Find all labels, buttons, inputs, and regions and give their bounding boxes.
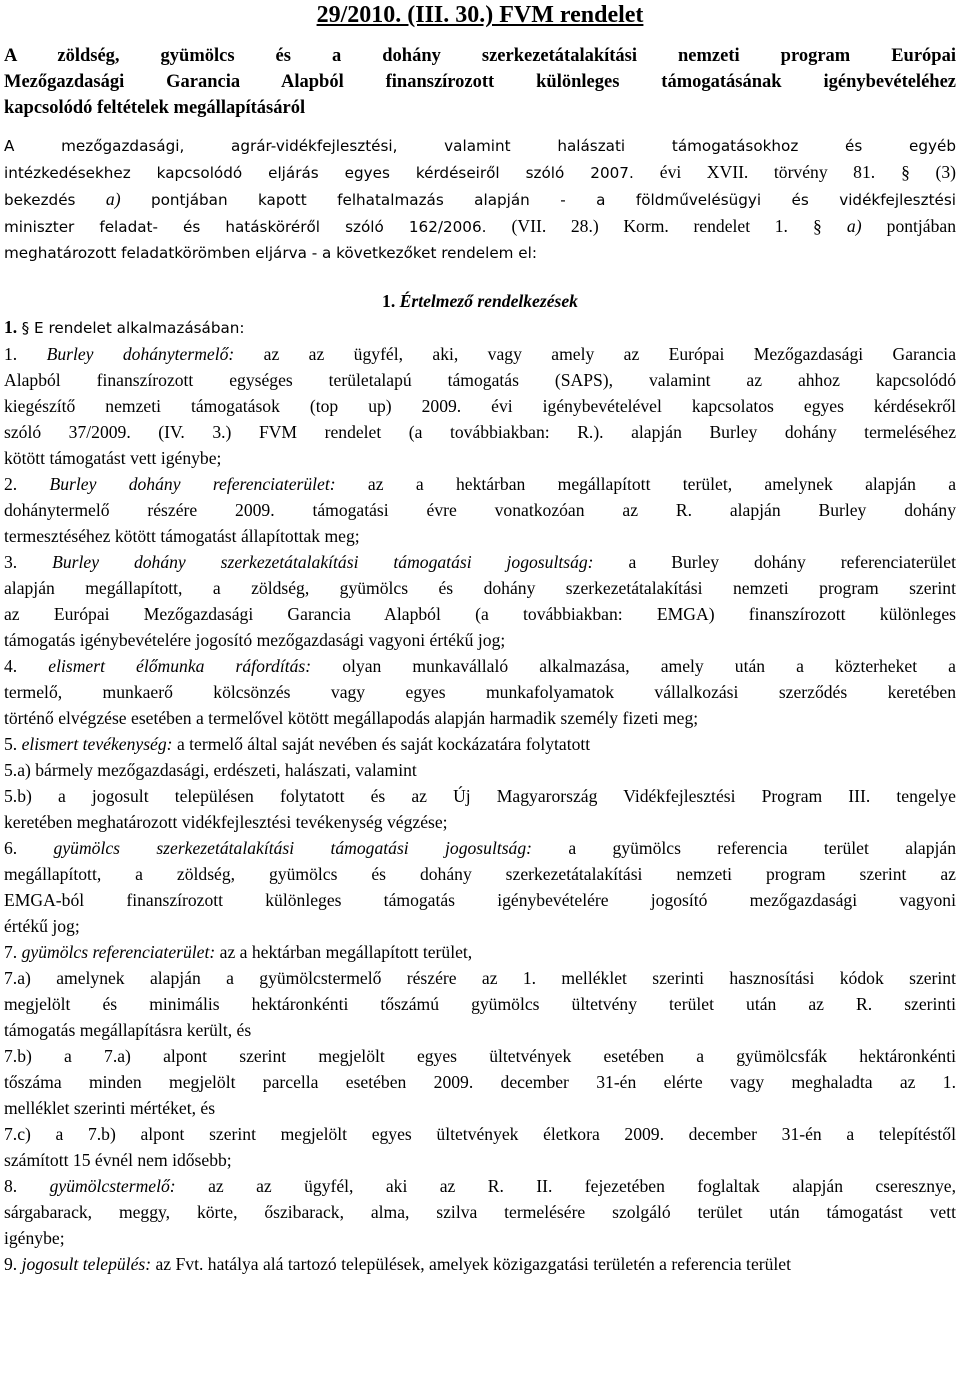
definition-number: 1. [4,344,47,364]
document-title: 29/2010. (III. 30.) FVM rendelet [316,2,644,28]
section-name: Értelmező rendelkezések [399,291,578,311]
preamble-text: bekezdés [4,191,76,209]
definition-line [4,341,956,367]
definitions-list [4,341,956,1277]
section-number: 1. [382,291,396,311]
definition-text: igénybe; [4,1228,65,1248]
preamble-text: pontjában kapott felhatalmazás alapján - a földművelésügyi és vidékfejlesztési [150,191,956,209]
definition-item [4,653,956,731]
preamble-line [4,213,956,240]
definition-line [4,393,956,419]
definition-item [4,731,956,757]
definition-text: Alapból finanszírozott egységes területalapú támogatás (SAPS), valamint az ahhoz kapcsolódó [4,370,956,390]
preamble-line [4,186,956,213]
definition-line [4,1147,956,1173]
definition-text: számított 15 évnél nem idősebb; [4,1150,232,1170]
definition-term: Burley dohánytermelő: [46,344,235,364]
definition-item [4,341,956,471]
definition-line [4,653,956,679]
definition-line [4,575,956,601]
definition-text: tőszáma minden megjelölt parcella esetében 2009. december 31-én elérte vagy meghaladta az 1. [4,1072,956,1092]
definition-term: gyümölcs szerkezetátalakítási támogatási jogosultság: [53,838,533,858]
definition-line [4,913,956,939]
definition-text: szóló 37/2009. (IV. 3.) FVM rendelet (a továbbiakban: R.). alapján Burley dohány termeléséhez [4,422,956,442]
preamble-text: miniszter feladat- és hatásköréről szóló 162/2006. [4,218,487,236]
definition-term: elismert élőmunka ráfordítás: [48,656,312,676]
definition-item [4,783,956,835]
definition-term: gyümölcs referenciaterület: [21,942,216,962]
definition-text: EMGA-ból finanszírozott különleges támogatás igénybevételére jogosító mezőgazdasági vagyoni [4,890,956,910]
definition-line [4,1251,956,1277]
definition-line [4,601,956,627]
definition-term: jogosult település: [21,1254,152,1274]
definition-line [4,1095,956,1121]
definition-line [4,1017,956,1043]
definition-text: kiegészítő nemzeti támogatások (top up) 2009. évi igénybevételével kapcsolatos egyes kérdésekről [4,396,956,416]
definition-text: értékű jog; [4,916,80,936]
definition-item [4,471,956,549]
preamble-text: § (3) [901,162,957,182]
heading-line: Mezőgazdasági Garancia Alapból finanszírozott különleges támogatásának igénybevételéhez [4,72,956,92]
definition-line [4,939,956,965]
definition-line [4,627,956,653]
definition-line [4,1069,956,1095]
definition-line [4,731,956,757]
definition-text: termesztéséhez kötött támogatást állapítottak meg; [4,526,360,546]
definition-item [4,1173,956,1251]
definition-text: 7.a) amelynek alapján a gyümölcstermelő részére az 1. melléklet szerinti hasznosítási kódok szerint [4,968,956,988]
definition-text: megállapított, a zöldség, gyümölcs és dohány szerkezetátalakítási nemzeti program szerint az [4,864,956,884]
definition-number: 2. [4,474,50,494]
preamble-line: meghatározott feladatkörömben eljárva - a következőket rendelem el: [4,244,537,262]
definition-text: sárgabarack, meggy, körte, őszibarack, alma, szilva termelésére szolgáló terület után támogatást vett [4,1202,956,1222]
definition-term: gyümölcstermelő: [49,1176,176,1196]
definition-text: a gyümölcs referencia terület alapján [568,838,956,858]
preamble-line: A mezőgazdasági, agrár-vidékfejlesztési, valamint halászati támogatásokhoz és egyéb [4,137,956,155]
definition-text: az a hektárban megállapított terület, amelynek alapján a [367,474,957,494]
preamble-text: § [813,216,822,236]
definition-line [4,1225,956,1251]
definition-line [4,445,956,471]
heading-line: A zöldség, gyümölcs és a dohány szerkezetátalakítási nemzeti program Európai [4,46,956,66]
definition-line [4,835,956,861]
preamble-text: a) [105,189,121,209]
definition-term: Burley dohány szerkezetátalakítási támogatási jogosultság: [52,552,594,572]
definition-item [4,1043,956,1121]
definition-text: a termelő által saját nevében és saját kockázatára folytatott [176,734,591,754]
definition-text: az Fvt. hatálya alá tartozó települések, amelyek közigazgatási területén a referencia terület [155,1254,791,1274]
definition-number: 7. [4,942,22,962]
definition-number: 8. [4,1176,50,1196]
definition-line [4,679,956,705]
heading-line: kapcsolódó feltételek megállapításáról [4,98,306,118]
definition-number: 5. [4,734,22,754]
definition-number: 6. [4,838,54,858]
definition-number: 4. [4,656,49,676]
preamble-text: (VII. 28.) Korm. rendelet 1. [511,216,788,236]
definition-line [4,965,956,991]
definition-number: 9. [4,1254,22,1274]
definition-text: alapján megállapított, a zöldség, gyümölcs és dohány szerkezetátalakítási nemzeti program szerint [4,578,956,598]
definition-text: termelő, munkaerő kölcsönzés vagy egyes munkafolyamatok vállalkozási szerződés keretében [4,682,956,702]
definition-text: az az ügyfél, aki, vagy amely az Európai Mezőgazdasági Garancia [263,344,957,364]
definition-line [4,471,956,497]
definition-line [4,1173,956,1199]
definition-line [4,497,956,523]
definition-text: a Burley dohány referenciaterület [628,552,956,572]
definition-line [4,523,956,549]
definition-line [4,1121,956,1147]
definition-item [4,549,956,653]
preamble-text: intézkedésekhez kapcsolódó eljárás egyes kérdéseiről szóló 2007. [4,164,634,182]
preamble-text: évi XVII. törvény 81. [659,162,876,182]
definition-line [4,861,956,887]
definition-number: 3. [4,552,53,572]
preamble-text: pontjában [886,216,957,236]
definition-item [4,835,956,939]
preamble-text: a) [846,216,862,236]
regulation-heading [4,43,956,121]
definition-text: keretében meghatározott vidékfejlesztési tevékenység végzése; [4,812,448,832]
definition-text: kötött támogatást vett igénybe; [4,448,222,468]
definition-text: támogatás megállapításra került, és [4,1020,252,1040]
definition-text: 5.a) bármely mezőgazdasági, erdészeti, halászati, valamint [4,760,417,780]
paragraph-heading [4,314,956,341]
definition-line [4,783,956,809]
definition-text: 7.c) a 7.b) alpont szerint megjelölt egyes ültetvények életkora 2009. december 31-én a telepítéstől [4,1124,956,1144]
definition-text: az Európai Mezőgazdasági Garancia Alapból (a továbbiakban: EMGA) finanszírozott különleges [4,604,956,624]
definition-item [4,1121,956,1173]
paragraph-text: § E rendelet alkalmazásában: [21,319,245,337]
definition-line [4,1043,956,1069]
definition-term: Burley dohány referenciaterület: [49,474,336,494]
definition-line [4,1199,956,1225]
definition-line [4,549,956,575]
definition-item [4,965,956,1043]
definition-line [4,705,956,731]
preamble [4,133,956,266]
definition-line [4,809,956,835]
definition-item [4,939,956,965]
definition-text: az a hektárban megállapított terület, [219,942,473,962]
definition-text: olyan munkavállaló alkalmazása, amely után a közterheket a [342,656,956,676]
definition-line [4,367,956,393]
definition-item [4,1251,956,1277]
definition-text: támogatás igénybevételére jogosító mezőgazdasági vagyoni értékű jog; [4,630,506,650]
section-title [4,288,956,314]
definition-text: az az ügyfél, aki az R. II. fejezetében foglaltak alapján cseresznye, [208,1176,956,1196]
preamble-line [4,159,956,186]
definition-line [4,757,956,783]
definition-text: 5.b) a jogosult településen folytatott és az Új Magyarország Vidékfejlesztési Program III. tengelye [4,786,956,806]
definition-text: megjelölt és minimális hektáronkénti tőszámú gyümölcs ültetvény terület után az R. szerinti [4,994,956,1014]
definition-line [4,419,956,445]
definition-item [4,757,956,783]
definition-text: dohánytermelő részére 2009. támogatási évre vonatkozóan az R. alapján Burley dohány [4,500,956,520]
definition-text: melléklet szerinti mértéket, és [4,1098,216,1118]
definition-line [4,991,956,1017]
definition-term: elismert tevékenység: [21,734,173,754]
definition-text: 7.b) a 7.a) alpont szerint megjelölt egyes ültetvények esetében a gyümölcsfák hektáronkénti [4,1046,956,1066]
definition-text: történő elvégzése esetében a termelővel kötött megállapodás alapján harmadik személy fizeti meg; [4,708,699,728]
paragraph-number: 1. [4,317,18,337]
definition-line [4,887,956,913]
